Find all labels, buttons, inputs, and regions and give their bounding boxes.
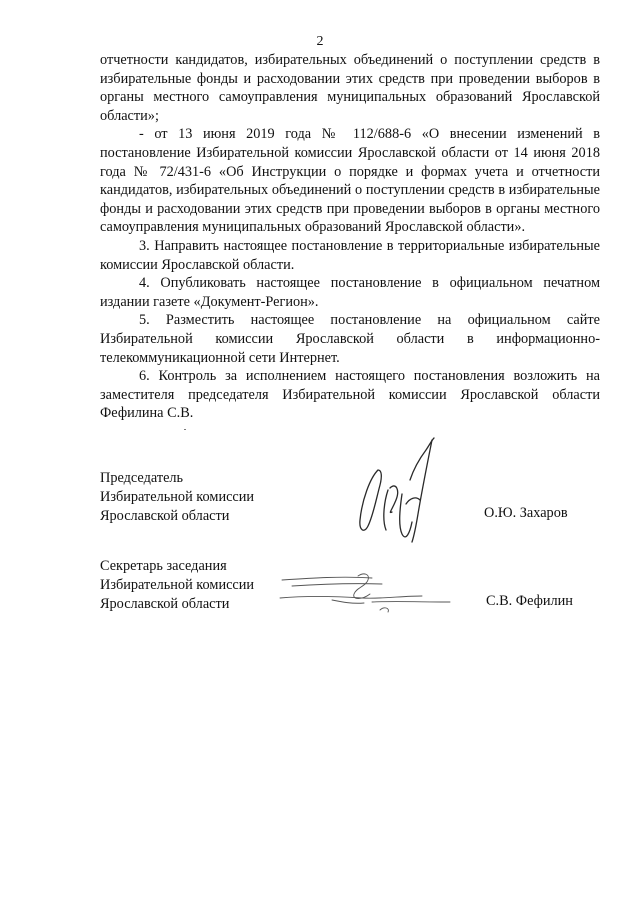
secretary-title-line: Избирательной комиссии bbox=[100, 576, 255, 593]
paragraph-resolution-2019: - от 13 июня 2019 года № 112/688-6 «О внесении изменений в постановление Избирательной комиссии Ярославской области от 14 июня 2018 года № 72/431-6 «Об Инструкции о порядке и формах учета и отчетности кандидатов, избирательных объединений о поступлении средств в избирательные фонды и расходовании этих средств при проведении выборов в органы местного самоуправления муниципальных образований Ярославской области». bbox=[100, 126, 600, 236]
paragraph-item-6: 6. Контроль за исполнением настоящего постановления возложить на заместителя председателя Избирательной комиссии Ярославской области Фефилина С.В. bbox=[100, 368, 600, 422]
secretary-title-line: Ярославской области bbox=[100, 595, 230, 612]
chairman-title-line: Председатель bbox=[100, 470, 184, 486]
stray-mark bbox=[184, 429, 186, 430]
chairman-title-line: Ярославской области bbox=[100, 507, 230, 524]
secretary-name: С.В. Фефилин bbox=[486, 593, 573, 609]
body-text bbox=[100, 51, 600, 423]
paragraph-item-3: 3. Направить настоящее постановление в территориальные избирательные комиссии Ярославской области. bbox=[100, 237, 600, 273]
secretary-title-line: Секретарь заседания bbox=[100, 558, 227, 574]
secretary-signature-icon bbox=[272, 566, 472, 616]
chairman-signature-icon bbox=[340, 430, 450, 545]
chairman-title-line: Избирательной комиссии bbox=[100, 488, 255, 505]
paragraph-continuation: отчетности кандидатов, избирательных объединений о поступлении средств в избирательные фонды и расходовании этих средств при проведении выборов в органы местного самоуправления муниципальных образований Ярославской области»; bbox=[100, 52, 600, 124]
paragraph-item-4: 4. Опубликовать настоящее постановление в официальном печатном издании газете «Документ-Регион». bbox=[100, 275, 600, 310]
secretary-title bbox=[100, 557, 254, 613]
paragraph-item-5: 5. Разместить настоящее постановление на официальном сайте Избирательной комиссии Ярославской области в информационно-телекоммуникационной сети Интернет. bbox=[100, 312, 600, 366]
chairman-title bbox=[100, 469, 254, 525]
chairman-name: О.Ю. Захаров bbox=[484, 505, 568, 521]
page-number: 2 bbox=[316, 34, 324, 49]
